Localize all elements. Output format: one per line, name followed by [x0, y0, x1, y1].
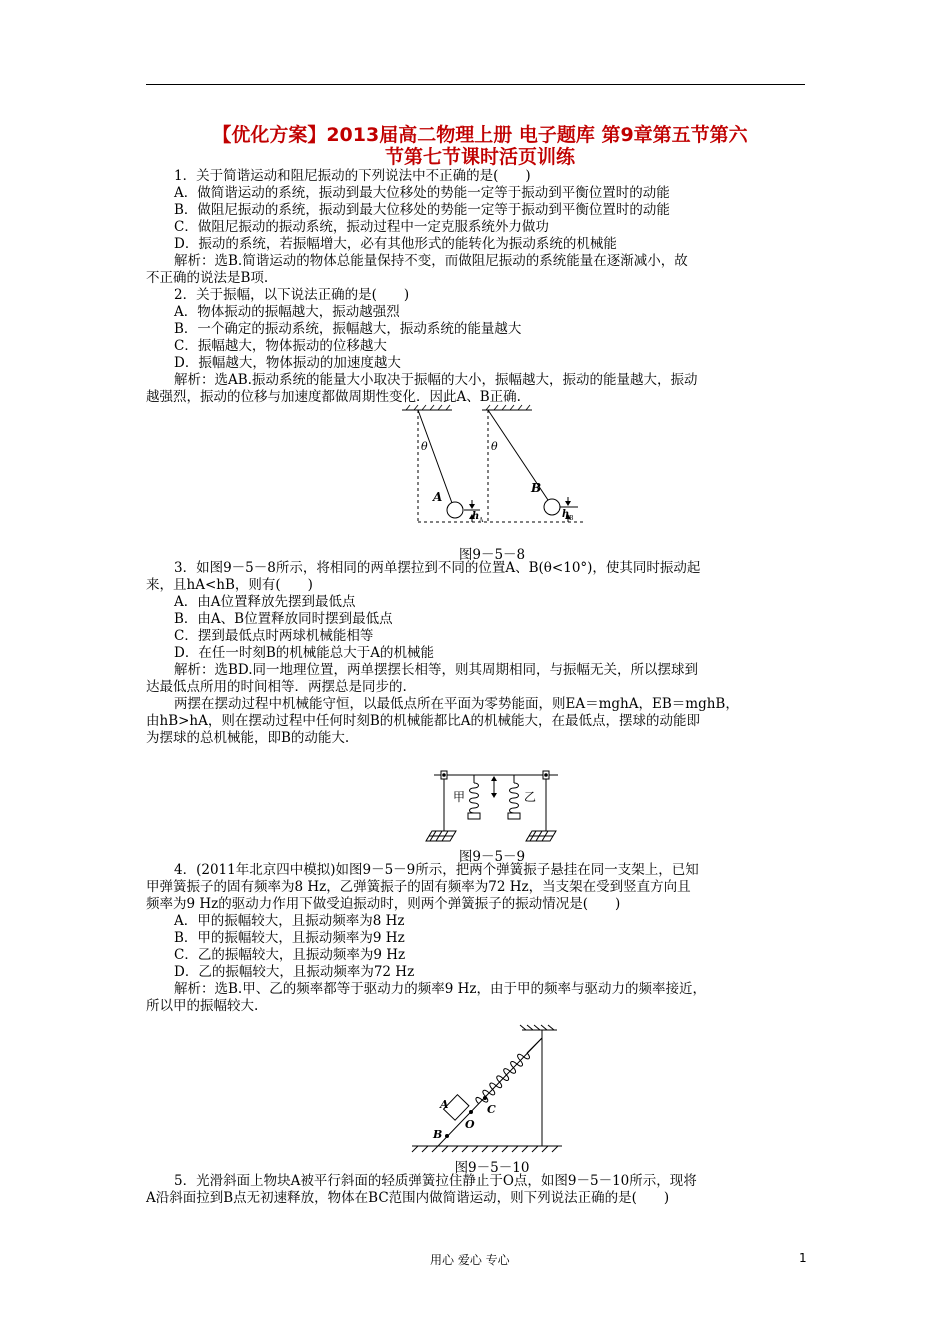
title-line-1: 【优化方案】2013届高二物理上册 电子题库 第9章第五节第六: [212, 124, 748, 146]
q2-explanation-1: 解析：选AB.振动系统的能量大小取决于振幅的大小，振幅越大，振动的能量越大，振动: [174, 372, 698, 388]
q4-stem-2: 甲弹簧振子的固有频率为8 Hz，乙弹簧振子的固有频率为72 Hz，当支架在受到竖直方向且: [146, 879, 691, 895]
q3-explanation-3: 两摆在摆动过程中机械能守恒，以最低点所在平面为零势能面，则EA＝mghA，EB＝mghB，: [174, 696, 739, 712]
q2-option-d: D．振幅越大，物体振动的加速度越大: [174, 355, 401, 371]
q3-explanation-2: 达最低点所用的时间相等．两摆总是同步的.: [146, 679, 407, 695]
q3-option-b: B．由A、B位置释放同时摆到最低点: [174, 611, 393, 627]
q2-explanation-2: 越强烈，振动的位移与加速度都做周期性变化．因此A、B正确.: [146, 389, 521, 405]
q3-stem-1: 3．如图9－5－8所示，将相同的两单摆拉到不同的位置A、B(θ<10°)，使其同时振动起: [174, 560, 701, 576]
fig10-label-b: B: [433, 1128, 443, 1141]
q1-stem: 1．关于简谐运动和阻尼振动的下列说法中不正确的是( ): [174, 168, 531, 184]
fig8-caption: 图9－5－8: [458, 547, 526, 563]
fig10-caption: 图9－5－10: [454, 1160, 530, 1176]
question-4: [146, 862, 814, 1015]
q2-option-b: B．一个确定的振动系统，振幅越大，振动系统的能量越大: [174, 321, 522, 337]
q4-option-c: C．乙的振幅较大，且振动频率为9 Hz: [174, 947, 406, 963]
fig10-label-a: A: [440, 1098, 449, 1111]
fig8-theta-b: θ: [491, 440, 498, 453]
q1-option-d: D．振动的系统，若振幅增大，必有其他形式的能转化为振动系统的机械能: [174, 236, 617, 252]
fig8-label-b: B: [531, 481, 542, 495]
fig9-label-yi: 乙: [524, 790, 537, 804]
q5-stem-1: 5．光滑斜面上物块A被平行斜面的轻质弹簧拉住静止于O点，如图9－5－10所示，现将: [174, 1173, 697, 1189]
q3-stem-2: 来，且hA<hB，则有( ): [146, 577, 313, 593]
question-3: [146, 560, 814, 747]
q4-option-d: D．乙的振幅较大，且振动频率为72 Hz: [174, 964, 415, 980]
question-5: [146, 1173, 814, 1207]
q3-option-d: D．在任一时刻B的机械能总大于A的机械能: [174, 645, 434, 661]
figure-9-5-9: [428, 765, 568, 845]
q2-option-a: A．物体振动的振幅越大，振动越强烈: [174, 304, 400, 320]
q3-explanation-4: 由hB>hA，则在摆动过程中任何时刻B的机械能都比A的机械能大，在最低点，摆球的动能即: [146, 713, 701, 729]
q4-stem-1: 4．(2011年北京四中模拟)如图9－5－9所示，把两个弹簧振子悬挂在同一支架上，已知: [174, 862, 699, 878]
fig8-h-b: h: [562, 509, 570, 520]
q3-option-c: C．摆到最低点时两球机械能相等: [174, 628, 374, 644]
q2-option-c: C．振幅越大，物体振动的位移越大: [174, 338, 387, 354]
q1-option-a: A．做简谐运动的系统，振动到最大位移处的势能一定等于振动到平衡位置时的动能: [174, 185, 670, 201]
fig10-label-o: O: [465, 1118, 475, 1131]
fig8-h-a: h: [472, 511, 480, 522]
document-title: [140, 124, 820, 168]
header-rule: [146, 84, 805, 85]
q1-option-c: C．做阻尼振动的振动系统，振动过程中一定克服系统外力做功: [174, 219, 549, 235]
fig8-h-b-sub: B: [569, 515, 574, 522]
q4-option-b: B．甲的振幅较大，且振动频率为9 Hz: [174, 930, 405, 946]
fig8-label-a: A: [433, 490, 443, 504]
title-line-2: 节第七节课时活页训练: [384, 146, 575, 168]
q1-option-b: B．做阻尼振动的系统，振动到最大位移处的势能一定等于振动到平衡位置时的动能: [174, 202, 670, 218]
fig9-label-jia: 甲: [453, 790, 466, 804]
fig8-h-a-sub: A: [479, 517, 484, 524]
q1-explanation-2: 不正确的说法是B项.: [146, 270, 269, 286]
figure-9-5-8: [400, 408, 600, 538]
q4-explanation-2: 所以甲的振幅较大.: [146, 998, 259, 1014]
fig9-caption: 图9－5－9: [458, 849, 526, 865]
footer-motto: 用心 爱心 专心: [430, 1253, 510, 1267]
fig8-theta-a: θ: [421, 440, 428, 453]
q4-option-a: A．甲的振幅较大，且振动频率为8 Hz: [174, 913, 405, 929]
question-1: [146, 168, 814, 406]
q4-stem-3: 频率为9 Hz的驱动力作用下做受迫振动时，则两个弹簧振子的振动情况是( ): [146, 896, 621, 912]
fig10-label-c: C: [487, 1103, 496, 1116]
q2-stem: 2．关于振幅，以下说法正确的是( ): [174, 287, 410, 303]
q1-explanation-1: 解析：选B.简谐运动的物体总能量保持不变，而做阻尼振动的系统能量在逐渐减小，故: [174, 253, 688, 269]
page-number: 1: [799, 1251, 807, 1265]
figure-9-5-10: [412, 1028, 572, 1153]
q5-stem-2: A沿斜面拉到B点无初速释放，物体在BC范围内做简谐运动，则下列说法正确的是( ): [146, 1190, 670, 1206]
q4-explanation-1: 解析：选B.甲、乙的频率都等于驱动力的频率9 Hz，由于甲的频率与驱动力的频率接近，: [174, 981, 706, 997]
q3-option-a: A．由A位置释放先摆到最低点: [174, 594, 356, 610]
q3-explanation-1: 解析：选BD.同一地理位置，两单摆摆长相等，则其周期相同，与振幅无关，所以摆球到: [174, 662, 699, 678]
q3-explanation-5: 为摆球的总机械能，即B的动能大.: [146, 730, 350, 746]
